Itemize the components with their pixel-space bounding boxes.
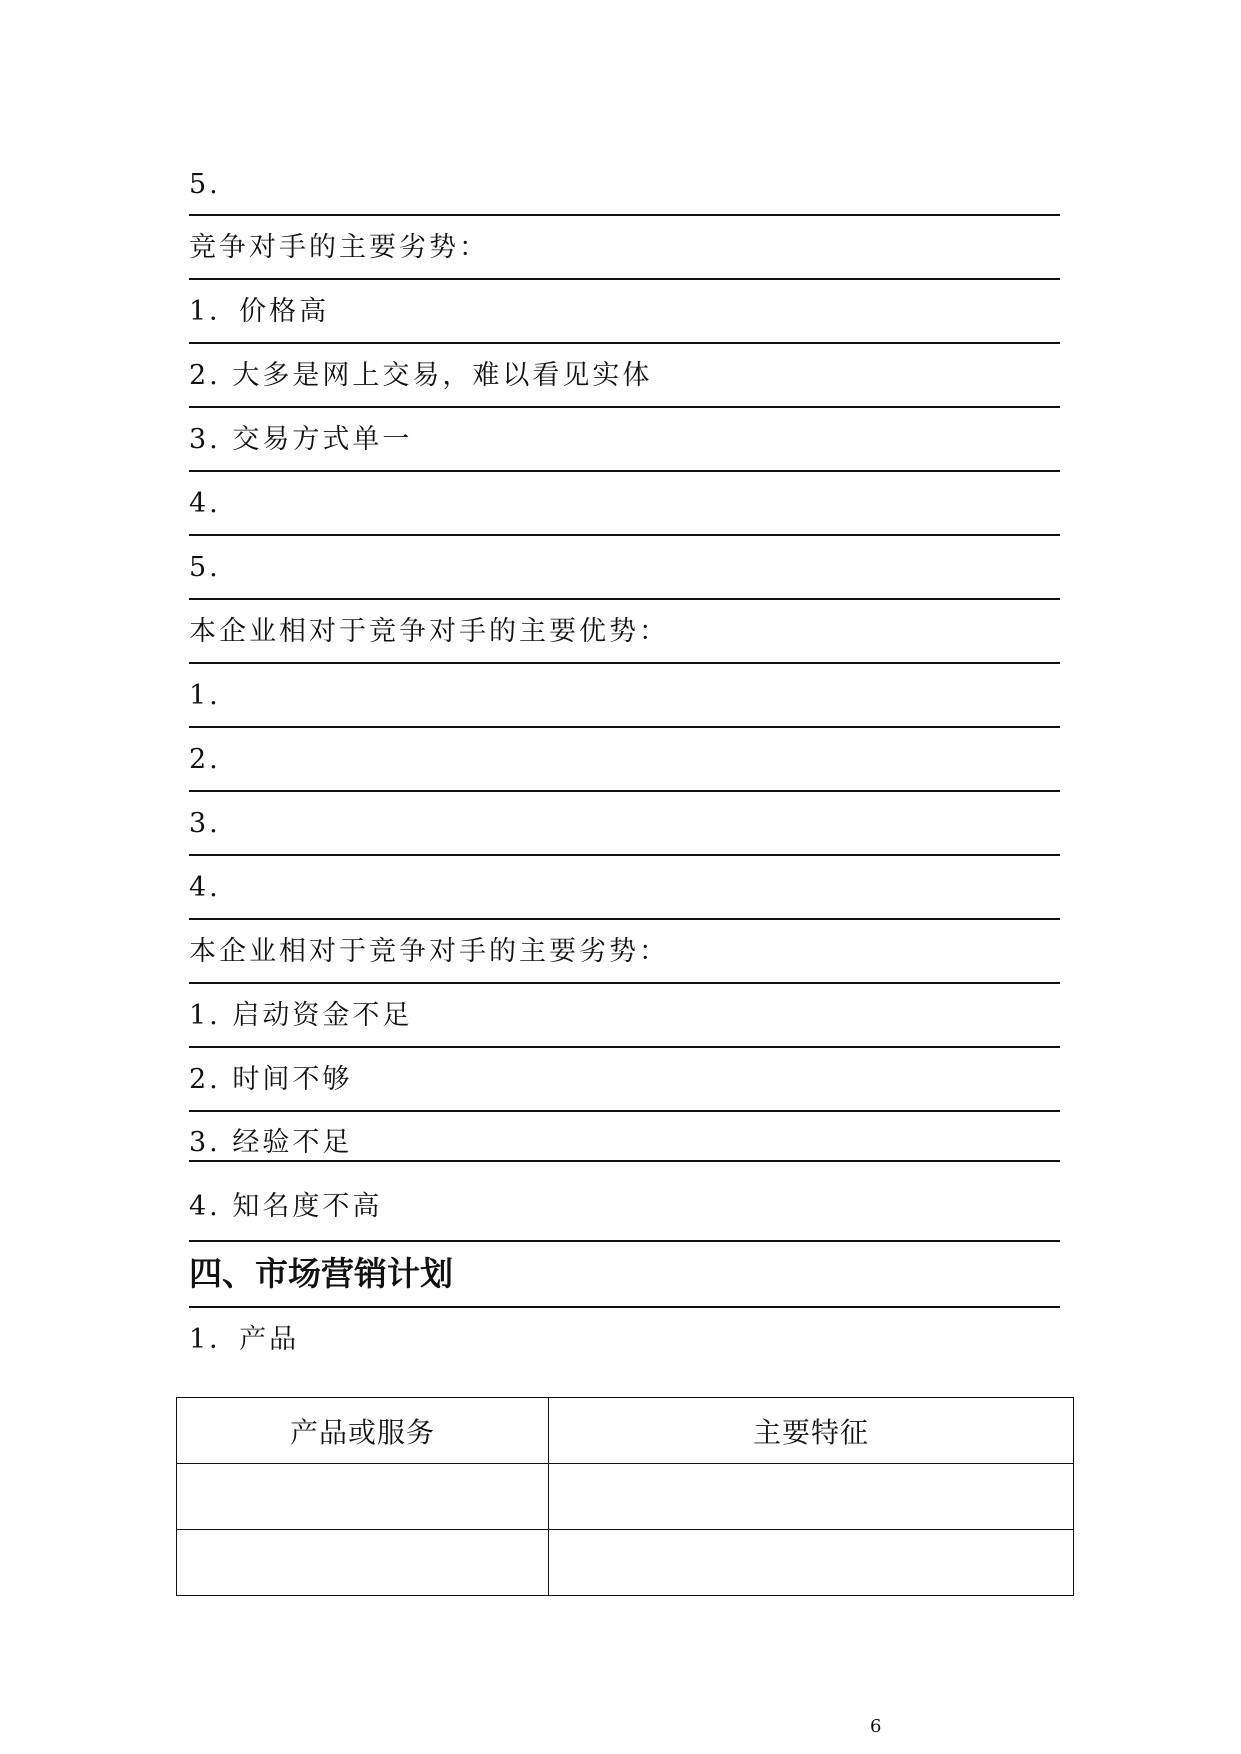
competitor-weakness-item: 3. 交易方式单一 bbox=[189, 408, 1060, 472]
competitor-weakness-item: 5. bbox=[189, 536, 1060, 600]
section-heading-marketing-plan: 四、市场营销计划 bbox=[189, 1242, 1060, 1308]
table-cell[interactable] bbox=[549, 1530, 1074, 1596]
product-table bbox=[176, 1397, 1074, 1596]
our-strength-item: 2. bbox=[189, 728, 1060, 792]
table-cell[interactable] bbox=[177, 1530, 549, 1596]
our-weakness-item: 1. 启动资金不足 bbox=[189, 984, 1060, 1048]
our-strength-item: 4. bbox=[189, 856, 1060, 920]
our-strength-item: 1. bbox=[189, 664, 1060, 728]
table-header-cell: 产品或服务 bbox=[177, 1398, 549, 1464]
our-weakness-item: 2. 时间不够 bbox=[189, 1048, 1060, 1112]
our-weakness-item: 4. 知名度不高 bbox=[189, 1162, 1060, 1242]
table-row bbox=[177, 1464, 1074, 1530]
table-cell[interactable] bbox=[549, 1464, 1074, 1530]
table-row bbox=[177, 1530, 1074, 1596]
competitor-weakness-item: 2. 大多是网上交易，难以看见实体 bbox=[189, 344, 1060, 408]
competitor-weaknesses-title: 竞争对手的主要劣势： bbox=[189, 216, 1060, 280]
table-header-row bbox=[177, 1398, 1074, 1464]
competitor-weakness-item: 1．价格高 bbox=[189, 280, 1060, 344]
sub-heading-product: 1．产品 bbox=[189, 1324, 300, 1355]
page-number: 6 bbox=[870, 1716, 882, 1737]
our-strengths-title: 本企业相对于竞争对手的主要优势： bbox=[189, 600, 1060, 664]
competitor-weakness-item: 4. bbox=[189, 472, 1060, 536]
our-strength-item: 3. bbox=[189, 792, 1060, 856]
competitor-strength-item-5: 5. bbox=[189, 152, 1060, 216]
our-weakness-item: 3. 经验不足 bbox=[189, 1112, 1060, 1162]
table-cell[interactable] bbox=[177, 1464, 549, 1530]
our-weaknesses-title: 本企业相对于竞争对手的主要劣势： bbox=[189, 920, 1060, 984]
table-header-cell: 主要特征 bbox=[549, 1398, 1074, 1464]
